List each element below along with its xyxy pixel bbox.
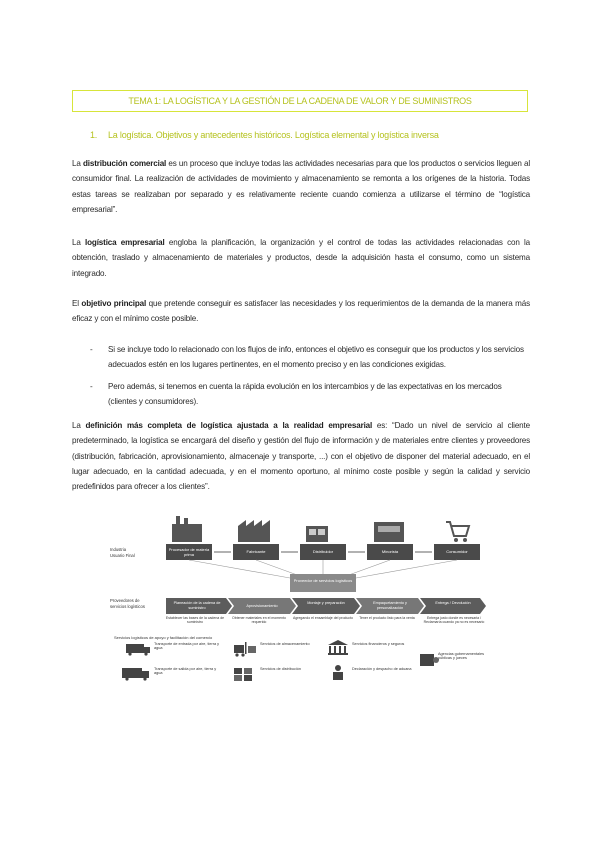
paragraph-distribucion [72, 156, 530, 217]
section-number: 1. [90, 130, 98, 140]
delivery-truck-icon [122, 668, 149, 681]
bank-icon [328, 640, 348, 655]
stage-note: Entrega justo donde es necesaria / Reclamaría cuando ya no es necesario [423, 616, 485, 625]
text-span: El [72, 299, 82, 308]
chain-label: Distribuidor [312, 549, 334, 554]
left-label-industria: Industria [110, 547, 127, 552]
stage-note: Tener el producto listo para la venta [359, 616, 415, 620]
bullet-text: Si se incluye todo lo relacionado con los flujos de info, entonces el objetivo es conseguir que los productos y los servicios adecuados estén en los lugares pertinentes, en el momento preciso y en las condiciones exigidas. [108, 345, 524, 370]
stage-note: Obtener materiales en el momento requerido [232, 616, 286, 625]
shopping-cart-icon [446, 522, 469, 542]
text-span: es un proceso que incluye todas las actividades necesarias para que los productos o servicios lleguen al consumidor final. La realización de actividades de movimiento y almacenamiento se remonta a los orígenes de la historia. Todas estas tareas se realizaban por separado y es relativamente reciente cuando comienza a utilizarse el término de “logística empresarial”. [72, 159, 530, 214]
plant-icon [238, 520, 270, 542]
service-label: Servicios de distribución [260, 667, 301, 671]
stage-label: Aprovisionamiento [246, 604, 278, 608]
stage-note: Establecer las bases de la cadena de suministro [165, 616, 225, 625]
list-item [90, 379, 530, 410]
service-label: Servicios financieros y seguros [352, 642, 405, 646]
pallets-icon [234, 668, 252, 681]
chapter-title-box [72, 90, 528, 112]
text-span: La [72, 421, 86, 430]
section-title: La logística. Objetivos y antecedentes históricos. Logística elemental y logística inversa [108, 130, 439, 140]
chapter-title: TEMA 1: LA LOGÍSTICA Y LA GESTIÓN DE LA CADENA DE VALOR Y DE SUMINISTROS [128, 96, 472, 106]
chain-label: Minorista [381, 549, 399, 554]
bullet-text: Pero además, si tenemos en cuenta la rápida evolución en los intercambios y de las expectativas en los mercados (clientes y consumidores). [108, 381, 502, 406]
paragraph-definicion [72, 418, 530, 494]
chain-label: Consumidor [446, 549, 468, 554]
service-label: Servicios de almacenamiento [260, 642, 310, 646]
stage-label: Entrega / Devolución [435, 601, 471, 605]
stage-label: Planeación de la cadena de suministro [173, 601, 221, 610]
customs-officer-icon [333, 665, 343, 680]
text-span: que pretende conseguir es satisfacer las necesidades y los requerimientos de la demanda de la manera más eficaz y con el mínimo coste posible. [72, 299, 530, 324]
stage-label: Montaje y preparación [307, 601, 345, 605]
forklift-icon [234, 642, 256, 657]
bold-term: logística empresarial [85, 238, 165, 247]
service-label: Transporte de salida por aire, tierra y agua [154, 667, 217, 676]
bullet-dash: - [90, 345, 93, 354]
services-title: Servicios logísticos de apoyo y facilitación del comercio [114, 635, 213, 640]
stage-note: Agregando el ensamblaje del producto [293, 616, 353, 620]
service-label: Agencias gubernamentales públicas y jueces [438, 652, 485, 661]
bullet-dash: - [90, 381, 93, 391]
government-icon [420, 654, 439, 666]
text-span: es: “Dado un nivel de servicio al cliente predeterminado, la logística se encargará del diseño y gestión del flujo de información y de materiales entre clientes y proveedores (distribución, fabricación, aprovisionamiento, almacenaje y transporte, ...) con el objetivo de disponer del material adecuado, en el lugar adecuado, en la cantidad adecuada, y en el momento oportuno, al mínimo coste posible y según la calidad y servicio predefinidos para ofrecer a los clientes”. [72, 421, 530, 492]
bullet-list [90, 342, 530, 415]
bold-term: objetivo principal [81, 299, 147, 308]
factory-icon [172, 516, 202, 542]
service-label: Declaración y despacho de aduana [352, 667, 412, 671]
service-label: Transporte de entrada por aire, tierra y agua [154, 642, 220, 651]
bold-term: distribución comercial [82, 159, 167, 168]
diagram-svg [110, 512, 492, 684]
section-heading [90, 130, 439, 140]
paragraph-objetivo [72, 296, 530, 327]
bold-term: definición más completa de logística ajustada a la realidad empresarial [85, 421, 373, 430]
provider-label: Proveedor de servicios logísticos [293, 578, 353, 583]
list-item [90, 342, 530, 373]
chain-label: Procesador de materia prima [168, 547, 210, 557]
stage-label: Empaquetamiento y personalización [373, 601, 407, 610]
left-label-usuario: Usuario Final [110, 553, 135, 558]
truck-icon [126, 644, 150, 656]
supply-chain-diagram [110, 512, 492, 684]
text-span: engloba la planificación, la organización y el control de todas las actividades relacionadas con la obtención, traslado y almacenamiento de materiales y productos, desde la adquisición hasta el consumo, como un sistema integrado. [72, 238, 530, 278]
providers-label-2: servicios logísticos [110, 604, 145, 609]
paragraph-logistica-empresarial [72, 235, 530, 281]
warehouse-icon [306, 526, 328, 542]
store-icon [374, 522, 404, 542]
providers-label-1: Proveedores de [110, 598, 140, 603]
text-span: La [72, 159, 83, 168]
text-span: La [72, 238, 86, 247]
chain-label: Fabricante [246, 549, 266, 554]
